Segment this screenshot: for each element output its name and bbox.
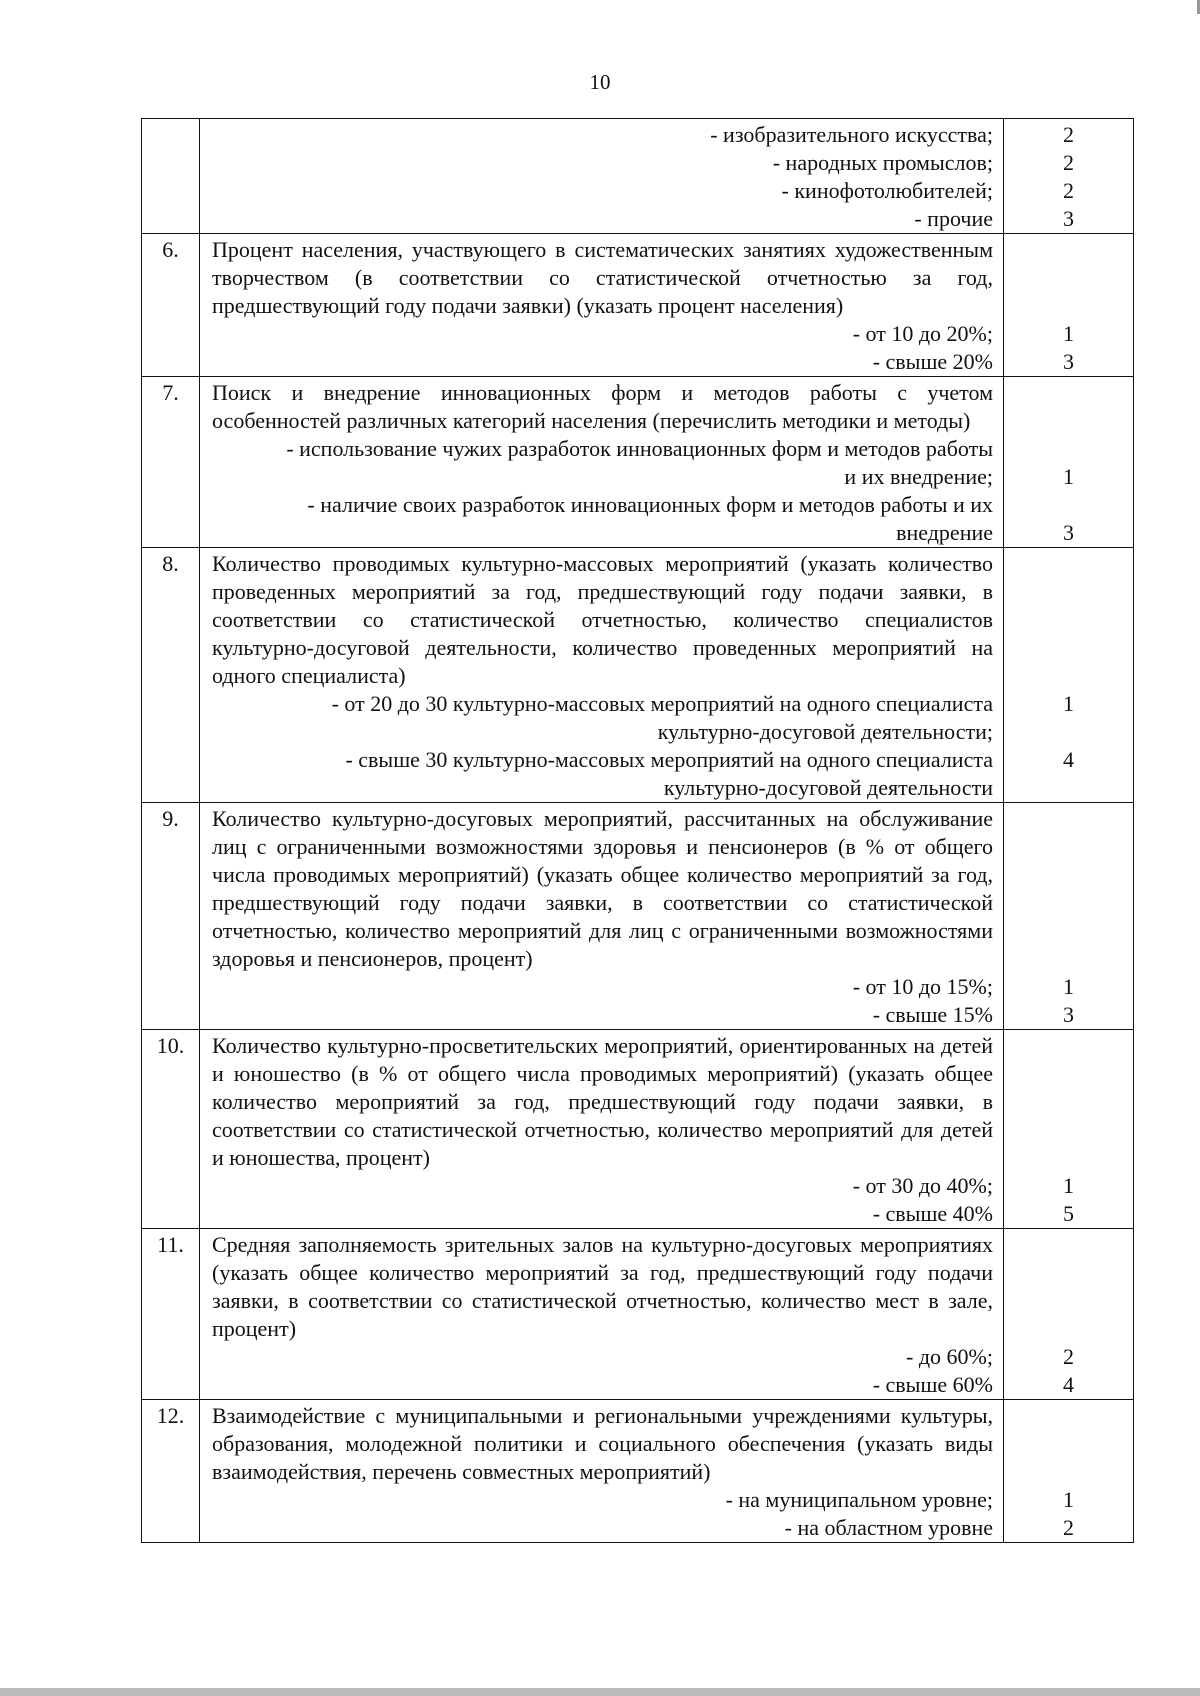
option-text: - свыше 20% [872,349,993,374]
score-value: 3 [1063,206,1074,231]
page-number: 10 [589,70,611,94]
row-number: 10. [142,1030,200,1229]
row-number: 12. [142,1400,200,1543]
criterion-cell [200,234,1004,377]
score-cell [1004,234,1134,377]
score-value: 2 [1063,178,1074,203]
option-text: - кинофотолюбителей; [781,178,993,203]
table-row [142,119,1134,234]
criterion-cell [200,548,1004,803]
score-value: 2 [1063,150,1074,175]
score-value: 1 [1063,321,1074,346]
score-cell [1004,1030,1134,1229]
option-text: - свыше 30 культурно-массовых мероприятий на одного специалиста культурно-досуговой деятельности [345,747,993,800]
table-row [142,548,1134,803]
table-row [142,1229,1134,1400]
criterion-description: Количество проводимых культурно-массовых мероприятий (указать количество проведенных мероприятий за год, предшествующий году подачи заявки, в соответствии со статистической отчетностью, количество специалистов культурно-досуговой деятельности, количество проведенных мероприятий на одного специалиста) [212,551,993,688]
option-text: - свыше 15% [872,1002,993,1027]
option-text: - до 60%; [906,1344,993,1369]
score-value: 4 [1063,1372,1074,1397]
score-value: 1 [1063,691,1074,716]
score-value: 3 [1063,1002,1074,1027]
criterion-description: Процент населения, участвующего в систематических занятиях художественным творчеством (в соответствии со статистической отчетностью за год, предшествующий году подачи заявки) (указать процент населения) [212,237,993,318]
option-text: - от 30 до 40%; [852,1173,993,1198]
score-cell [1004,803,1134,1030]
criterion-cell [200,803,1004,1030]
scan-bottom-edge [0,1688,1200,1696]
row-number: 9. [142,803,200,1030]
table-row [142,1400,1134,1543]
criterion-cell [200,1400,1004,1543]
criterion-description: Взаимодействие с муниципальными и региональными учреждениями культуры, образования, молодежной политики и социального обеспечения (указать виды взаимодействия, перечень совместных мероприятий) [212,1403,993,1484]
score-value: 4 [1063,747,1074,772]
option-text: - на муниципальном уровне; [725,1487,993,1512]
score-cell [1004,119,1134,234]
option-text: - от 10 до 15%; [852,974,993,999]
score-value: 5 [1063,1201,1074,1226]
score-value: 2 [1063,1344,1074,1369]
score-cell [1004,1229,1134,1400]
score-value: 2 [1063,1515,1074,1540]
score-value: 3 [1063,349,1074,374]
criterion-cell [200,1030,1004,1229]
option-text: - народных промыслов; [772,150,993,175]
row-number: 6. [142,234,200,377]
row-number [142,119,200,234]
option-text: - на областном уровне [784,1515,993,1540]
option-text: - наличие своих разработок инновационных форм и методов работы и их внедрение [307,492,993,545]
option-text: - от 10 до 20%; [852,321,993,346]
criterion-description: Количество культурно-просветительских мероприятий, ориентированных на детей и юношество (в % от общего числа проводимых мероприятий) (указать общее количество мероприятий за год, предшествующий году подачи заявки, в соответствии со статистической отчетностью, количество мероприятий для детей и юношества, процент) [212,1033,993,1170]
score-cell [1004,548,1134,803]
score-value: 2 [1063,122,1074,147]
score-value: 1 [1063,1173,1074,1198]
criterion-cell [200,377,1004,548]
criteria-table [141,118,1134,1543]
table-row [142,234,1134,377]
score-value: 1 [1063,974,1074,999]
score-cell [1004,377,1134,548]
row-number: 8. [142,548,200,803]
table-row [142,803,1134,1030]
criterion-description: Средняя заполняемость зрительных залов на культурно-досуговых мероприятиях (указать общее количество мероприятий за год, предшествующий году подачи заявки, в соответствии со статистической отчетностью, количество мест в зале, процент) [212,1232,993,1341]
criterion-cell [200,119,1004,234]
criterion-description: Поиск и внедрение инновационных форм и методов работы с учетом особенностей различных категорий населения (перечислить методики и методы) [212,380,993,433]
score-value: 1 [1063,464,1074,489]
table-row [142,1030,1134,1229]
criterion-description: Количество культурно-досуговых мероприятий, рассчитанных на обслуживание лиц с ограниченными возможностями здоровья и пенсионеров (в % от общего числа проводимых мероприятий) (указать общее количество мероприятий за год, предшествующий году подачи заявки, в соответствии со статистической отчетностью, количество мероприятий для лиц с ограниченными возможностями здоровья и пенсионеров, процент) [212,806,993,971]
criterion-cell [200,1229,1004,1400]
table-row [142,377,1134,548]
option-text: - от 20 до 30 культурно-массовых мероприятий на одного специалиста культурно-досуговой деятельности; [331,691,993,744]
row-number: 11. [142,1229,200,1400]
option-text: - изобразительного искусства; [710,122,993,147]
option-text: - свыше 40% [872,1201,993,1226]
score-cell [1004,1400,1134,1543]
option-text: - использование чужих разработок инновационных форм и методов работы и их внедрение; [286,436,993,489]
score-value: 1 [1063,1487,1074,1512]
option-text: - свыше 60% [872,1372,993,1397]
row-number: 7. [142,377,200,548]
option-text: - прочие [914,206,993,231]
score-value: 3 [1063,520,1074,545]
